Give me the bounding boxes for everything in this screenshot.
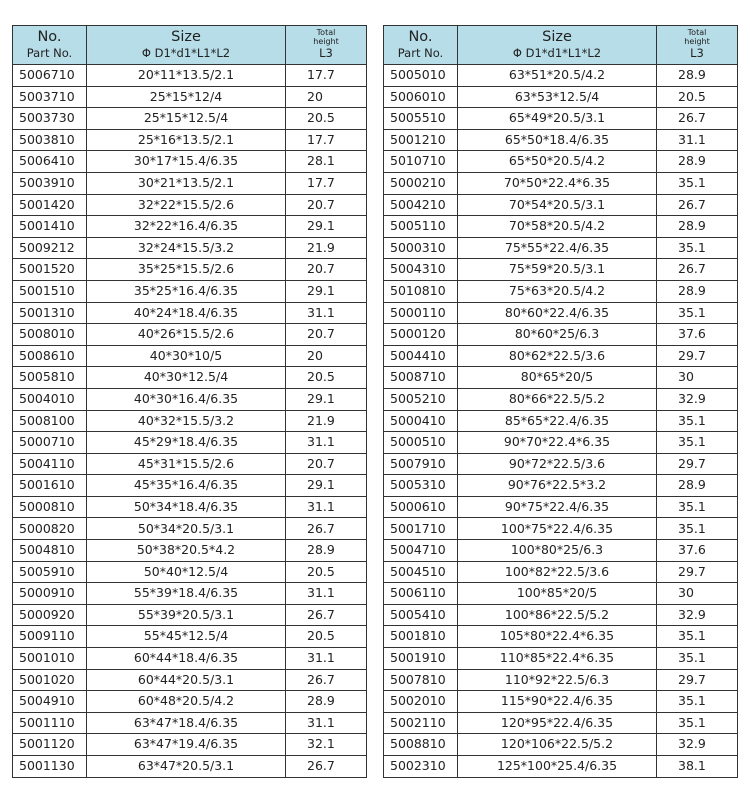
part-number-cell: 5004810 [13,540,87,562]
size-cell: 32*24*15.5/3.2 [87,237,286,259]
height-cell: 20.5 [286,367,367,389]
table-row [384,86,738,108]
size-cell: 63*47*20.5/3.1 [87,756,286,778]
size-cell: 120*95*22.4/6.35 [458,712,657,734]
table-row [13,129,367,151]
size-cell: 40*24*18.4/6.35 [87,302,286,324]
size-cell: 65*50*18.4/6.35 [458,129,657,151]
part-number-cell: 5008810 [384,734,458,756]
table-row [384,475,738,497]
table-row [13,734,367,756]
table-row [13,280,367,302]
header-part-no: Part No. [26,46,73,60]
left-table-body [13,65,367,778]
size-cell: 75*63*20.5/4.2 [458,280,657,302]
height-cell: 31.1 [286,712,367,734]
height-cell: 32.1 [286,734,367,756]
header-size: Size [542,29,572,45]
height-cell: 32.9 [657,734,738,756]
header-size-cell [87,26,286,65]
size-cell: 25*16*13.5/2.1 [87,129,286,151]
part-number-cell: 5000920 [13,604,87,626]
size-cell: 55*39*20.5/3.1 [87,604,286,626]
table-row [384,216,738,238]
header-height: height [313,37,339,46]
height-cell: 35.1 [657,237,738,259]
part-number-cell: 5001120 [13,734,87,756]
height-cell: 20 [286,86,367,108]
height-cell: 35.1 [657,302,738,324]
height-cell: 30 [657,583,738,605]
size-cell: 63*47*18.4/6.35 [87,712,286,734]
size-cell: 105*80*22.4*6.35 [458,626,657,648]
size-cell: 63*47*19.4/6.35 [87,734,286,756]
size-cell: 45*31*15.5/2.6 [87,453,286,475]
part-number-cell: 5005510 [384,108,458,130]
part-number-cell: 5003810 [13,129,87,151]
table-row [13,108,367,130]
height-cell: 26.7 [286,604,367,626]
part-number-cell: 5010810 [384,280,458,302]
header-total: Total [687,28,707,37]
size-cell: 90*70*22.4*6.35 [458,432,657,454]
height-cell: 30 [657,367,738,389]
height-cell: 35.1 [657,518,738,540]
part-number-cell: 5009212 [13,237,87,259]
part-number-cell: 5006110 [384,583,458,605]
table-row [384,626,738,648]
table-row [13,691,367,713]
table-row [13,237,367,259]
height-cell: 37.6 [657,540,738,562]
size-cell: 30*17*15.4/6.35 [87,151,286,173]
part-number-cell: 5005310 [384,475,458,497]
size-cell: 80*66*22.5/5.2 [458,388,657,410]
table-row [384,280,738,302]
size-cell: 75*55*22.4/6.35 [458,237,657,259]
header-no: No. [408,29,433,45]
part-number-cell: 5001010 [13,648,87,670]
table-row [13,669,367,691]
height-cell: 31.1 [286,496,367,518]
part-number-cell: 5006410 [13,151,87,173]
part-number-cell: 5000110 [384,302,458,324]
height-cell: 29.1 [286,216,367,238]
table-row [384,756,738,778]
header-size-formula: Φ D1*d1*L1*L2 [141,46,231,60]
part-number-cell: 5000610 [384,496,458,518]
table-row [384,518,738,540]
size-cell: 60*44*20.5/3.1 [87,669,286,691]
size-cell: 100*80*25/6.3 [458,540,657,562]
size-cell: 40*30*12.5/4 [87,367,286,389]
header-no: No. [37,29,62,45]
height-cell: 26.7 [657,194,738,216]
height-cell: 35.1 [657,626,738,648]
table-row [13,540,367,562]
size-cell: 80*65*20/5 [458,367,657,389]
header-l3: L3 [319,46,333,60]
table-row [384,583,738,605]
part-number-cell: 5001910 [384,648,458,670]
part-number-cell: 5001520 [13,259,87,281]
table-row [13,345,367,367]
header-height: height [684,37,710,46]
size-cell: 45*35*16.4/6.35 [87,475,286,497]
size-cell: 100*82*22.5/3.6 [458,561,657,583]
height-cell: 28.9 [657,216,738,238]
size-cell: 45*29*18.4/6.35 [87,432,286,454]
table-row [384,151,738,173]
size-cell: 55*45*12.5/4 [87,626,286,648]
height-cell: 28.9 [286,540,367,562]
height-cell: 28.9 [657,475,738,497]
right-table-header [384,26,738,65]
height-cell: 29.7 [657,345,738,367]
table-row [384,712,738,734]
header-part-no: Part No. [397,46,444,60]
height-cell: 32.9 [657,388,738,410]
table-row [13,604,367,626]
part-number-cell: 5004710 [384,540,458,562]
size-cell: 63*53*12.5/4 [458,86,657,108]
height-cell: 29.7 [657,453,738,475]
size-cell: 25*15*12/4 [87,86,286,108]
header-no-cell [13,26,87,65]
part-number-cell: 5000820 [13,518,87,540]
height-cell: 20.5 [286,561,367,583]
height-cell: 28.9 [286,691,367,713]
header-size-formula: Φ D1*d1*L1*L2 [512,46,602,60]
table-row [384,172,738,194]
height-cell: 26.7 [286,518,367,540]
height-cell: 38.1 [657,756,738,778]
height-cell: 35.1 [657,172,738,194]
table-row [384,648,738,670]
height-cell: 21.9 [286,410,367,432]
table-row [13,453,367,475]
table-row [13,756,367,778]
table-row [13,626,367,648]
height-cell: 20 [286,345,367,367]
table-row [384,410,738,432]
part-number-cell: 5001130 [13,756,87,778]
size-cell: 85*65*22.4/6.35 [458,410,657,432]
header-height-cell [657,26,738,65]
table-row [13,648,367,670]
part-number-cell: 5001610 [13,475,87,497]
height-cell: 29.7 [657,669,738,691]
table-row [384,324,738,346]
part-number-cell: 5008610 [13,345,87,367]
size-cell: 100*86*22.5/5.2 [458,604,657,626]
part-number-cell: 5001110 [13,712,87,734]
left-table-header [13,26,367,65]
part-number-cell: 5002110 [384,712,458,734]
right-table-body [384,65,738,778]
size-cell: 115*90*22.4/6.35 [458,691,657,713]
part-number-cell: 5008710 [384,367,458,389]
part-number-cell: 5000510 [384,432,458,454]
size-cell: 100*85*20/5 [458,583,657,605]
height-cell: 21.9 [286,237,367,259]
table-row [13,583,367,605]
size-cell: 40*26*15.5/2.6 [87,324,286,346]
part-number-cell: 5001310 [13,302,87,324]
part-number-cell: 5001810 [384,626,458,648]
part-number-cell: 5004910 [13,691,87,713]
size-cell: 30*21*13.5/2.1 [87,172,286,194]
size-cell: 25*15*12.5/4 [87,108,286,130]
height-cell: 35.1 [657,712,738,734]
height-cell: 32.9 [657,604,738,626]
height-cell: 20.5 [286,626,367,648]
height-cell: 31.1 [286,583,367,605]
height-cell: 26.7 [286,669,367,691]
part-number-cell: 5005910 [13,561,87,583]
table-row [384,259,738,281]
height-cell: 28.9 [657,151,738,173]
height-cell: 35.1 [657,432,738,454]
part-number-cell: 5008100 [13,410,87,432]
table-row [384,432,738,454]
height-cell: 20.7 [286,324,367,346]
part-number-cell: 5005210 [384,388,458,410]
table-row [384,367,738,389]
table-row [384,302,738,324]
part-number-cell: 5000210 [384,172,458,194]
height-cell: 35.1 [657,496,738,518]
table-row [13,194,367,216]
header-l3: L3 [690,46,704,60]
size-cell: 20*11*13.5/2.1 [87,65,286,87]
right-parts-table [383,25,738,778]
part-number-cell: 5004210 [384,194,458,216]
part-number-cell: 5004010 [13,388,87,410]
part-number-cell: 5002010 [384,691,458,713]
table-row [384,453,738,475]
table-row [384,194,738,216]
size-cell: 110*85*22.4*6.35 [458,648,657,670]
height-cell: 28.9 [657,280,738,302]
table-row [384,108,738,130]
part-number-cell: 5005810 [13,367,87,389]
part-number-cell: 5008010 [13,324,87,346]
height-cell: 26.7 [286,756,367,778]
size-cell: 80*60*22.4/6.35 [458,302,657,324]
header-height-cell [286,26,367,65]
size-cell: 65*49*20.5/3.1 [458,108,657,130]
part-number-cell: 5001510 [13,280,87,302]
part-number-cell: 5001410 [13,216,87,238]
part-number-cell: 5004510 [384,561,458,583]
height-cell: 28.9 [657,65,738,87]
table-row [384,669,738,691]
size-cell: 32*22*15.5/2.6 [87,194,286,216]
height-cell: 17.7 [286,172,367,194]
size-cell: 125*100*25.4/6.35 [458,756,657,778]
height-cell: 29.1 [286,388,367,410]
table-row [384,388,738,410]
part-number-cell: 5005010 [384,65,458,87]
size-cell: 80*62*22.5/3.6 [458,345,657,367]
size-cell: 50*40*12.5/4 [87,561,286,583]
height-cell: 31.1 [286,302,367,324]
size-cell: 100*75*22.4/6.35 [458,518,657,540]
size-cell: 80*60*25/6.3 [458,324,657,346]
part-number-cell: 5009110 [13,626,87,648]
table-row [13,388,367,410]
height-cell: 20.7 [286,453,367,475]
size-cell: 110*92*22.5/6.3 [458,669,657,691]
height-cell: 31.1 [286,432,367,454]
table-row [13,324,367,346]
table-row [384,734,738,756]
part-number-cell: 5005410 [384,604,458,626]
part-number-cell: 5000810 [13,496,87,518]
table-row [384,496,738,518]
size-cell: 40*30*16.4/6.35 [87,388,286,410]
part-number-cell: 5003710 [13,86,87,108]
table-row [384,129,738,151]
table-row [13,432,367,454]
size-cell: 60*48*20.5/4.2 [87,691,286,713]
size-cell: 32*22*16.4/6.35 [87,216,286,238]
height-cell: 31.1 [657,129,738,151]
part-number-cell: 5003730 [13,108,87,130]
table-row [13,496,367,518]
table-row [13,302,367,324]
table-row [13,518,367,540]
height-cell: 26.7 [657,108,738,130]
part-number-cell: 5001710 [384,518,458,540]
table-row [13,410,367,432]
part-number-cell: 5006710 [13,65,87,87]
height-cell: 29.1 [286,475,367,497]
part-number-cell: 5001210 [384,129,458,151]
part-number-cell: 5007810 [384,669,458,691]
height-cell: 20.5 [286,108,367,130]
size-cell: 90*72*22.5/3.6 [458,453,657,475]
part-number-cell: 5001420 [13,194,87,216]
height-cell: 20.7 [286,259,367,281]
size-cell: 70*54*20.5/3.1 [458,194,657,216]
height-cell: 28.1 [286,151,367,173]
part-number-cell: 5000120 [384,324,458,346]
part-number-cell: 5000310 [384,237,458,259]
header-no-cell [384,26,458,65]
part-number-cell: 5004110 [13,453,87,475]
table-row [384,604,738,626]
size-cell: 35*25*16.4/6.35 [87,280,286,302]
height-cell: 35.1 [657,648,738,670]
header-total: Total [316,28,336,37]
size-cell: 35*25*15.5/2.6 [87,259,286,281]
table-row [13,86,367,108]
height-cell: 37.6 [657,324,738,346]
height-cell: 31.1 [286,648,367,670]
left-parts-table [12,25,367,778]
table-row [13,172,367,194]
height-cell: 26.7 [657,259,738,281]
height-cell: 20.5 [657,86,738,108]
part-number-cell: 5002310 [384,756,458,778]
part-number-cell: 5010710 [384,151,458,173]
table-row [384,691,738,713]
table-row [13,216,367,238]
height-cell: 35.1 [657,691,738,713]
part-number-cell: 5006010 [384,86,458,108]
table-row [384,65,738,87]
size-cell: 65*50*20.5/4.2 [458,151,657,173]
table-row [13,259,367,281]
size-cell: 70*50*22.4*6.35 [458,172,657,194]
size-cell: 40*30*10/5 [87,345,286,367]
table-row [384,540,738,562]
table-row [384,561,738,583]
part-number-cell: 5000710 [13,432,87,454]
table-row [13,561,367,583]
table-row [13,151,367,173]
table-row [13,65,367,87]
height-cell: 17.7 [286,129,367,151]
size-cell: 70*58*20.5/4.2 [458,216,657,238]
size-cell: 75*59*20.5/3.1 [458,259,657,281]
size-cell: 50*38*20.5*4.2 [87,540,286,562]
size-cell: 55*39*18.4/6.35 [87,583,286,605]
table-row [384,345,738,367]
size-cell: 120*106*22.5/5.2 [458,734,657,756]
size-cell: 60*44*18.4/6.35 [87,648,286,670]
part-number-cell: 5005110 [384,216,458,238]
table-row [13,367,367,389]
part-number-cell: 5000910 [13,583,87,605]
part-number-cell: 5004410 [384,345,458,367]
size-cell: 40*32*15.5/3.2 [87,410,286,432]
table-row [13,475,367,497]
height-cell: 17.7 [286,65,367,87]
part-number-cell: 5004310 [384,259,458,281]
size-cell: 50*34*20.5/3.1 [87,518,286,540]
height-cell: 20.7 [286,194,367,216]
height-cell: 29.1 [286,280,367,302]
size-cell: 63*51*20.5/4.2 [458,65,657,87]
size-cell: 90*75*22.4/6.35 [458,496,657,518]
table-row [384,237,738,259]
table-row [13,712,367,734]
part-number-cell: 5000410 [384,410,458,432]
part-number-cell: 5007910 [384,453,458,475]
size-cell: 50*34*18.4/6.35 [87,496,286,518]
height-cell: 29.7 [657,561,738,583]
height-cell: 35.1 [657,410,738,432]
part-number-cell: 5001020 [13,669,87,691]
part-number-cell: 5003910 [13,172,87,194]
header-size-cell [458,26,657,65]
header-size: Size [171,29,201,45]
size-cell: 90*76*22.5*3.2 [458,475,657,497]
